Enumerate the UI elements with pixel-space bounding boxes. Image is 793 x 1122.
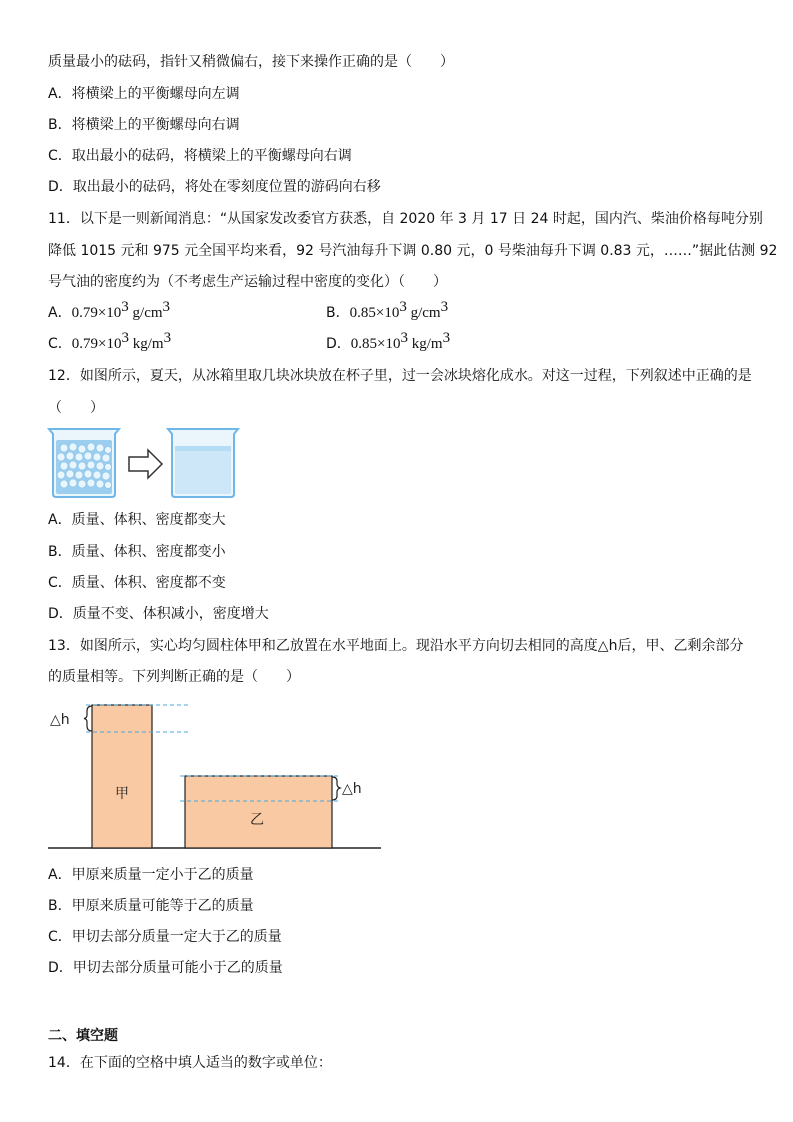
- q10-stem: 质量最小的砝码，指针又稍微偏右，接下来操作正确的是（ ）: [48, 54, 454, 70]
- q10-option-a[interactable]: A．将横梁上的平衡螺母向左调: [48, 86, 240, 102]
- yi-delta-h-label: △h: [342, 781, 362, 797]
- q12-option-c[interactable]: C．质量、体积、密度都不变: [48, 575, 226, 591]
- q13-stem-line2: 的质量相等。下列判断正确的是（ ）: [48, 669, 300, 685]
- q13-stem-line1: 13．如图所示，实心均匀圆柱体甲和乙放置在水平地面上。现沿水平方向切去相同的高度△h后，甲、乙剩余部分: [48, 638, 744, 654]
- q11-option-d[interactable]: D．$0.85\times 10^3$ $kg/m^3$: [326, 330, 451, 352]
- q12-stem-line2: （ ）: [48, 400, 104, 416]
- q14-stem: 14．在下面的空格中填人适当的数字或单位：: [48, 1055, 332, 1071]
- q12-option-b[interactable]: B．质量、体积、密度都变小: [48, 544, 226, 560]
- beaker-ice: [49, 429, 119, 497]
- q13-option-a[interactable]: A．甲原来质量一定小于乙的质量: [48, 867, 254, 883]
- yi-brace-icon: [332, 777, 340, 800]
- arrow-right-icon: [129, 450, 162, 478]
- jia-delta-h-label: △h: [50, 712, 70, 728]
- beaker-water: [168, 429, 238, 497]
- q12-option-d[interactable]: D．质量不变、体积减小，密度增大: [48, 606, 269, 622]
- q11-option-c[interactable]: C．$0.79\times 10^3$ $kg/m^3$: [48, 330, 172, 352]
- q11-option-b[interactable]: B．$0.85\times 10^3$ $g/cm^3$: [326, 299, 449, 321]
- q12-option-a[interactable]: A．质量、体积、密度都变大: [48, 512, 226, 528]
- q10-option-d[interactable]: D．取出最小的砝码，将处在零刻度位置的游码向右移: [48, 179, 381, 195]
- q12-stem-line1: 12．如图所示，夏天，从冰箱里取几块冰块放在杯子里，过一会冰块熔化成水。对这一过程，下列叙述中正确的是: [48, 368, 752, 384]
- q13-option-d[interactable]: D．甲切去部分质量可能小于乙的质量: [48, 960, 283, 976]
- q13-cylinder-figure: [40, 696, 390, 856]
- q11-stem-line1: 11．以下是一则新闻消息：“从国家发改委官方获悉，自 2020 年 3 月 17 日 24 时起，国内汽、柴油价格每吨分别: [48, 211, 763, 227]
- block-jia: [92, 705, 152, 848]
- q11-stem-line3: 号气油的密度约为（不考虑生产运输过程中密度的变化）（ ）: [48, 274, 447, 290]
- q12-beaker-figure: [46, 426, 242, 500]
- q13-option-b[interactable]: B．甲原来质量可能等于乙的质量: [48, 898, 254, 914]
- jia-brace-icon: [84, 706, 92, 731]
- section2-heading: 二、填空题: [48, 1028, 118, 1044]
- block-yi-label: 乙: [250, 812, 264, 828]
- q11-option-a[interactable]: A．$0.79\times 10^3$ $g/cm^3$: [48, 299, 171, 321]
- q10-option-c[interactable]: C．取出最小的砝码，将横梁上的平衡螺母向右调: [48, 148, 352, 164]
- q13-option-c[interactable]: C．甲切去部分质量一定大于乙的质量: [48, 929, 282, 945]
- q11-stem-line2: 降低 1015 元和 975 元全国平均来看，92 号汽油每升下调 0.80 元，0 号柴油每升下调 0.83 元，……”据此估测 92: [48, 243, 778, 259]
- block-jia-label: 甲: [115, 786, 129, 802]
- q10-option-b[interactable]: B．将横梁上的平衡螺母向右调: [48, 117, 240, 133]
